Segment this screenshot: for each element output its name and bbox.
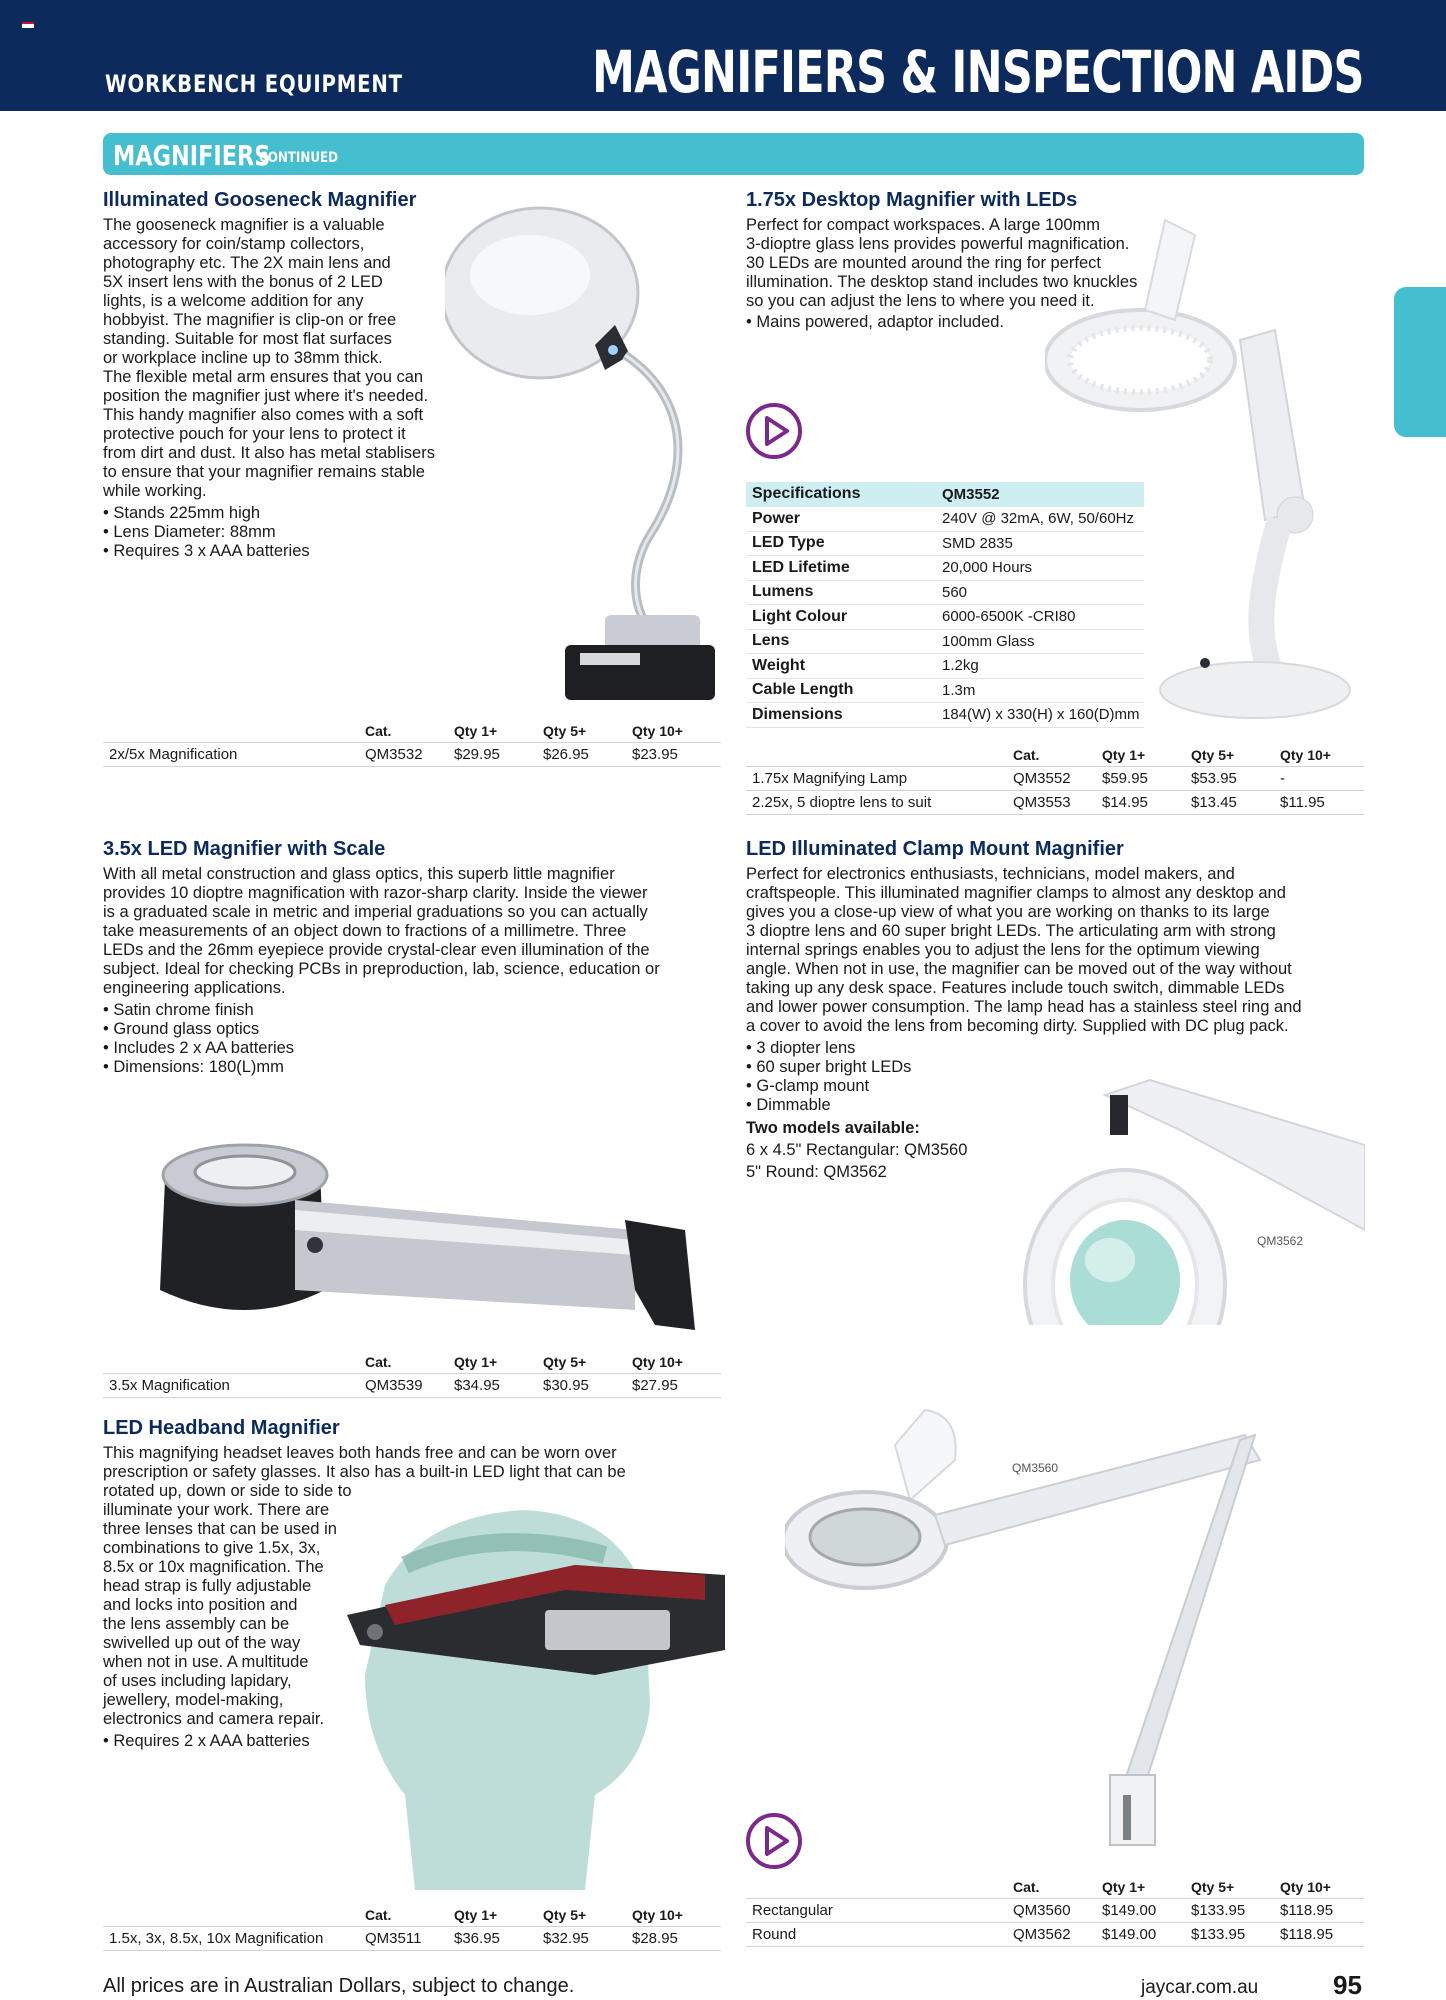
- bullet: • 60 super bright LEDs: [746, 1058, 912, 1076]
- bullet: • Requires 2 x AAA batteries: [103, 1732, 310, 1750]
- product-desc-gooseneck: [103, 216, 435, 561]
- spec-row: [746, 556, 1144, 581]
- price-table-gooseneck: [103, 720, 721, 767]
- spec-value: 1.3m: [936, 678, 1144, 703]
- row-desc: 1.75x Magnifying Lamp: [746, 766, 1013, 790]
- spec-value: SMD 2835: [936, 531, 1144, 556]
- col-cat: Cat.: [365, 1353, 392, 1370]
- spec-row: [746, 703, 1144, 728]
- row-desc: Round: [746, 1922, 1013, 1946]
- desc-line: illumination. The desktop stand includes two knuckles: [746, 273, 1138, 291]
- row-cat: QM3552: [1013, 766, 1102, 790]
- bullet: • Lens Diameter: 88mm: [103, 523, 276, 541]
- desc-line: 8.5x or 10x magnification. The: [103, 1558, 324, 1576]
- row-cat: QM3532: [365, 742, 454, 766]
- desc-line: head strap is fully adjustable: [103, 1577, 312, 1595]
- row-cat: QM3539: [365, 1373, 454, 1397]
- desc-line: combinations to give 1.5x, 3x,: [103, 1539, 321, 1557]
- table-row: [103, 742, 721, 766]
- spec-value: 240V @ 32mA, 6W, 50/60Hz: [936, 507, 1144, 532]
- col-qty1: Qty 1+: [1102, 1878, 1146, 1895]
- desc-line: This magnifying headset leaves both hands free and can be worn over: [103, 1444, 617, 1462]
- product-title-desktop: 1.75x Desktop Magnifier with LEDs: [746, 189, 1078, 211]
- desc-line: 3-dioptre glass lens provides powerful magnification.: [746, 235, 1130, 253]
- table-row: [103, 1373, 721, 1397]
- gooseneck-magnifier-image: [445, 205, 715, 715]
- price-table-desktop: [746, 744, 1364, 815]
- row-desc: 3.5x Magnification: [103, 1373, 365, 1397]
- price-table-clamp: [746, 1876, 1364, 1947]
- product-desc-scale: [103, 865, 660, 1077]
- desc-line: or workplace incline up to 38mm thick.: [103, 349, 383, 367]
- spec-row: [746, 580, 1144, 605]
- desc-line: 3 dioptre lens and 60 super bright LEDs. The articulating arm with strong: [746, 922, 1276, 940]
- row-price: $14.95: [1102, 790, 1191, 814]
- model-line: 6 x 4.5" Rectangular: QM3560: [746, 1141, 968, 1159]
- col-qty5: Qty 5+: [1191, 746, 1235, 763]
- col-qty5: Qty 5+: [1191, 1878, 1235, 1895]
- col-qty1: Qty 1+: [454, 1353, 498, 1370]
- col-qty1: Qty 1+: [454, 1906, 498, 1923]
- models-heading: Two models available:: [746, 1119, 920, 1137]
- spec-value: 100mm Glass: [936, 629, 1144, 654]
- row-price: $133.95: [1191, 1922, 1280, 1946]
- desc-line: swivelled up out of the way: [103, 1634, 301, 1652]
- desc-line: of uses including lapidary,: [103, 1672, 292, 1690]
- col-cat: Cat.: [1013, 746, 1040, 763]
- desc-line: protective pouch for your lens to protect it: [103, 425, 406, 443]
- spec-key: Weight: [746, 654, 936, 679]
- product-title-headband: LED Headband Magnifier: [103, 1417, 340, 1439]
- desc-line: internal springs enables you to adjust the lens for the optimum viewing: [746, 941, 1260, 959]
- bullet: • Dimmable: [746, 1096, 831, 1114]
- row-cat: QM3553: [1013, 790, 1102, 814]
- spec-key: LED Type: [746, 531, 936, 556]
- table-row: [746, 1922, 1364, 1946]
- spec-row: [746, 678, 1144, 703]
- table-row: [103, 1926, 721, 1950]
- col-qty5: Qty 5+: [543, 1353, 587, 1370]
- col-qty10: Qty 10+: [1280, 746, 1331, 763]
- desc-line: craftspeople. This illuminated magnifier clamps to almost any desktop and: [746, 884, 1286, 902]
- desc-line: from dirt and dust. It also has metal stablisers: [103, 444, 435, 462]
- page-header: [0, 0, 1446, 111]
- desc-line: illuminate your work. There are: [103, 1501, 330, 1519]
- row-desc: 2.25x, 5 dioptre lens to suit: [746, 790, 1013, 814]
- page-number: 95: [1333, 1970, 1362, 2000]
- spec-row: [746, 531, 1144, 556]
- row-price: $118.95: [1280, 1898, 1364, 1922]
- desc-line: so you can adjust the lens to where you need it.: [746, 292, 1095, 310]
- row-price: $26.95: [543, 742, 632, 766]
- row-desc: 1.5x, 3x, 8.5x, 10x Magnification: [103, 1926, 365, 1950]
- desc-line: subject. Ideal for checking PCBs in preproduction, lab, science, education or: [103, 960, 660, 978]
- desc-line: and locks into position and: [103, 1596, 298, 1614]
- desc-line: engineering applications.: [103, 979, 286, 997]
- col-cat: Cat.: [365, 1906, 392, 1923]
- col-desc: [103, 1351, 365, 1373]
- spec-value: 1.2kg: [936, 654, 1144, 679]
- spec-value: 184(W) x 330(H) x 160(D)mm: [936, 703, 1144, 728]
- spec-row: [746, 482, 1144, 507]
- spec-key: Power: [746, 507, 936, 532]
- desc-line: accessory for coin/stamp collectors,: [103, 235, 365, 253]
- bullet: • G-clamp mount: [746, 1077, 870, 1095]
- row-price: $36.95: [454, 1926, 543, 1950]
- row-price: $118.95: [1280, 1922, 1364, 1946]
- spec-key: Specifications: [746, 482, 936, 507]
- desc-line: three lenses that can be used in: [103, 1520, 337, 1538]
- desc-line: taking up any desk space. Features include touch switch, dimmable LEDs: [746, 979, 1285, 997]
- scale-magnifier-image: [155, 1090, 700, 1340]
- product-title-clamp: LED Illuminated Clamp Mount Magnifier: [746, 838, 1124, 860]
- desc-line: provides 10 dioptre magnification with razor-sharp clarity. Inside the viewer: [103, 884, 648, 902]
- round-clamp-magnifier-image: [1010, 1075, 1365, 1325]
- spec-row: [746, 654, 1144, 679]
- spec-value: QM3552: [936, 482, 1144, 507]
- rectangular-clamp-magnifier-image: [785, 1405, 1345, 1860]
- desc-line: gives you a close-up view of what you are working on thanks to its large: [746, 903, 1270, 921]
- play-video-icon[interactable]: [745, 402, 803, 460]
- desc-line: photography etc. The 2X main lens and: [103, 254, 391, 272]
- row-price: $13.45: [1191, 790, 1280, 814]
- spec-key: Dimensions: [746, 703, 936, 728]
- desc-line: while working.: [103, 482, 207, 500]
- col-desc: [746, 744, 1013, 766]
- desc-line: a cover to avoid the lens from becoming dirty. Supplied with DC plug pack.: [746, 1017, 1289, 1035]
- table-row: [746, 1898, 1364, 1922]
- product-title-gooseneck: Illuminated Gooseneck Magnifier: [103, 189, 417, 211]
- desc-line: 30 LEDs are mounted around the ring for perfect: [746, 254, 1101, 272]
- page-title: MAGNIFIERS & INSPECTION AIDS: [592, 38, 1364, 106]
- col-qty10: Qty 10+: [632, 1353, 683, 1370]
- desc-line: and lower power consumption. The lamp head has a stainless steel ring and: [746, 998, 1302, 1016]
- desc-line: lights, is a welcome addition for any: [103, 292, 364, 310]
- bullet: • 3 diopter lens: [746, 1039, 856, 1057]
- spec-key: Lens: [746, 629, 936, 654]
- row-cat: QM3511: [365, 1926, 454, 1950]
- row-price: $149.00: [1102, 1922, 1191, 1946]
- row-price: $34.95: [454, 1373, 543, 1397]
- col-qty10: Qty 10+: [1280, 1878, 1331, 1895]
- desc-line: position the magnifier just where it's needed.: [103, 387, 429, 405]
- row-price: $59.95: [1102, 766, 1191, 790]
- desc-line: take measurements of an object down to fractions of a millimetre. Three: [103, 922, 627, 940]
- col-qty1: Qty 1+: [1102, 746, 1146, 763]
- spec-row: [746, 629, 1144, 654]
- spec-row: [746, 507, 1144, 532]
- col-qty10: Qty 10+: [632, 1906, 683, 1923]
- bullet: • Includes 2 x AA batteries: [103, 1039, 295, 1057]
- row-cat: QM3562: [1013, 1922, 1102, 1946]
- spec-value: 6000-6500K -CRI80: [936, 605, 1144, 630]
- desc-line: With all metal construction and glass optics, this superb little magnifier: [103, 865, 615, 883]
- desc-line: The gooseneck magnifier is a valuable: [103, 216, 385, 234]
- row-desc: 2x/5x Magnification: [103, 742, 365, 766]
- row-cat: QM3560: [1013, 1898, 1102, 1922]
- spec-key: Cable Length: [746, 678, 936, 703]
- col-qty5: Qty 5+: [543, 1906, 587, 1923]
- desc-line: rotated up, down or side to side to: [103, 1482, 352, 1500]
- desc-line: is a graduated scale in metric and imperial graduations so you can actually: [103, 903, 648, 921]
- flag-icon: [22, 22, 34, 30]
- product-title-scale: 3.5x LED Magnifier with Scale: [103, 838, 386, 860]
- spec-key: LED Lifetime: [746, 556, 936, 581]
- row-price: $23.95: [632, 742, 721, 766]
- bullet: • Stands 225mm high: [103, 504, 261, 522]
- banner-title: MAGNIFIERS: [113, 139, 271, 172]
- row-price: $27.95: [632, 1373, 721, 1397]
- desc-line: hobbyist. The magnifier is clip-on or free: [103, 311, 397, 329]
- col-qty1: Qty 1+: [454, 722, 498, 739]
- spec-key: Lumens: [746, 580, 936, 605]
- desc-line: to ensure that your magnifier remains stable: [103, 463, 425, 481]
- bullet: • Mains powered, adaptor included.: [746, 313, 1005, 331]
- row-price: $29.95: [454, 742, 543, 766]
- desc-line: Perfect for compact workspaces. A large 100mm: [746, 216, 1100, 234]
- footer-note: All prices are in Australian Dollars, subject to change.: [103, 1975, 575, 1997]
- play-video-icon[interactable]: [745, 1812, 803, 1870]
- spec-value: 20,000 Hours: [936, 556, 1144, 581]
- desc-line: Perfect for electronics enthusiasts, technicians, model makers, and: [746, 865, 1235, 883]
- col-qty5: Qty 5+: [543, 722, 587, 739]
- table-row: [746, 790, 1364, 814]
- desc-line: The flexible metal arm ensures that you can: [103, 368, 424, 386]
- desc-line: prescription or safety glasses. It also has a built-in LED light that can be: [103, 1463, 626, 1481]
- bullet: • Dimensions: 180(L)mm: [103, 1058, 284, 1076]
- price-table-scale: [103, 1351, 721, 1398]
- side-tab[interactable]: [1394, 287, 1446, 437]
- desc-line: jewellery, model-making,: [103, 1691, 284, 1709]
- image-label-round: QM3562: [1257, 1234, 1304, 1248]
- desc-line: when not in use. A multitude: [103, 1653, 309, 1671]
- banner-subtitle: CONTINUED: [259, 150, 338, 166]
- desc-line: This handy magnifier also comes with a soft: [103, 406, 424, 424]
- model-line: 5" Round: QM3562: [746, 1163, 887, 1181]
- spec-table: [746, 482, 1144, 728]
- desc-line: electronics and camera repair.: [103, 1710, 325, 1728]
- col-desc: [746, 1876, 1013, 1898]
- row-price: $28.95: [632, 1926, 721, 1950]
- category-banner: [103, 133, 1364, 175]
- desc-line: angle. When not in use, the magnifier can be moved out of the way without: [746, 960, 1292, 978]
- image-label-rect: QM3560: [1012, 1461, 1059, 1475]
- price-table-headband: [103, 1904, 721, 1951]
- row-desc: Rectangular: [746, 1898, 1013, 1922]
- spec-value: 560: [936, 580, 1144, 605]
- desc-line: 5X insert lens with the bonus of 2 LED: [103, 273, 383, 291]
- spec-row: [746, 605, 1144, 630]
- desc-line: LEDs and the 26mm eyepiece provide crystal-clear even illumination of the: [103, 941, 650, 959]
- section-label: WORKBENCH EQUIPMENT: [105, 70, 403, 98]
- row-price: $32.95: [543, 1926, 632, 1950]
- spec-key: Light Colour: [746, 605, 936, 630]
- footer-website-link[interactable]: jaycar.com.au: [1141, 1977, 1259, 1998]
- bullet: • Satin chrome finish: [103, 1001, 254, 1019]
- col-desc: [103, 720, 365, 742]
- row-price: -: [1280, 766, 1364, 790]
- col-desc: [103, 1904, 365, 1926]
- col-cat: Cat.: [365, 722, 392, 739]
- desc-line: standing. Suitable for most flat surfaces: [103, 330, 392, 348]
- row-price: $30.95: [543, 1373, 632, 1397]
- table-row: [746, 766, 1364, 790]
- row-price: $133.95: [1191, 1898, 1280, 1922]
- row-price: $149.00: [1102, 1898, 1191, 1922]
- bullet: • Ground glass optics: [103, 1020, 260, 1038]
- col-cat: Cat.: [1013, 1878, 1040, 1895]
- row-price: $53.95: [1191, 766, 1280, 790]
- bullet: • Requires 3 x AAA batteries: [103, 542, 310, 560]
- row-price: $11.95: [1280, 790, 1364, 814]
- desc-line: the lens assembly can be: [103, 1615, 290, 1633]
- col-qty10: Qty 10+: [632, 722, 683, 739]
- headband-magnifier-image: [345, 1505, 725, 1890]
